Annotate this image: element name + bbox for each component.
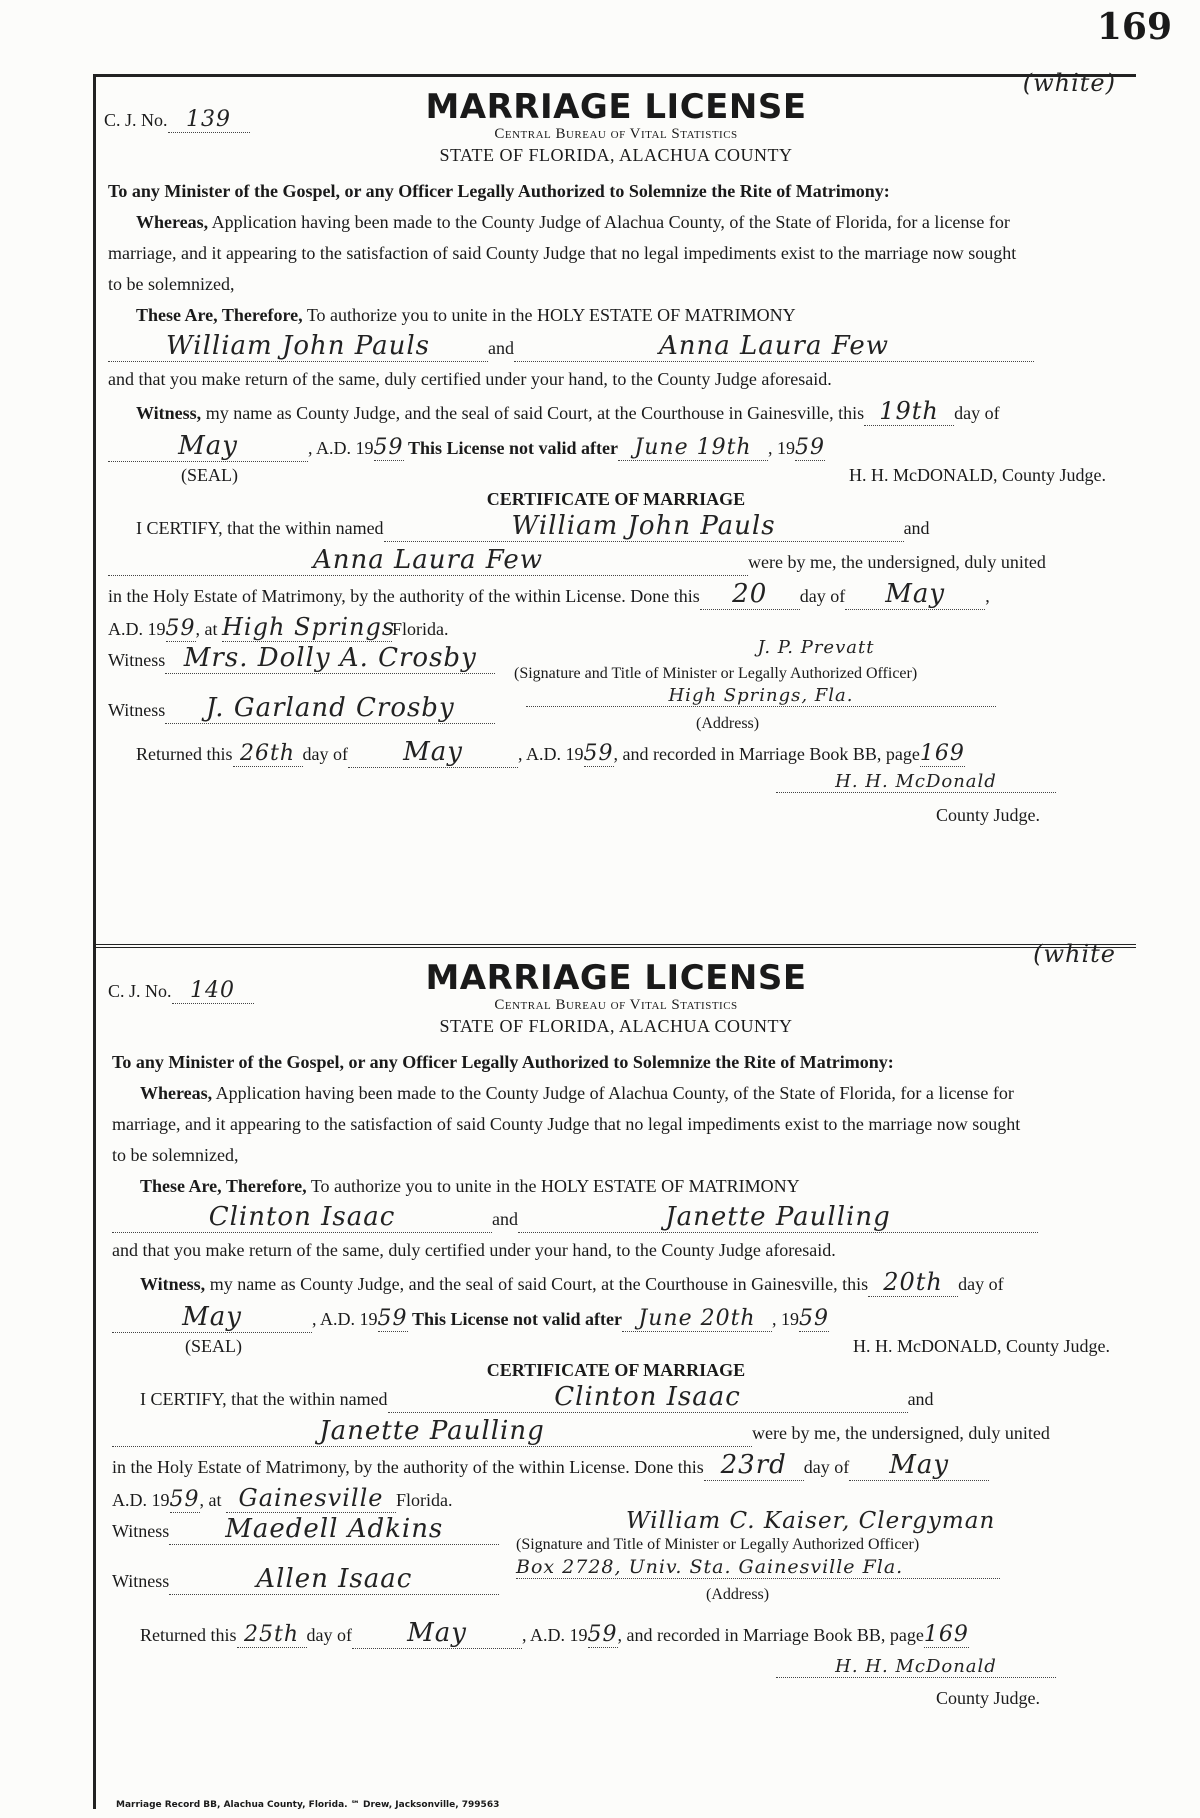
groom-name: Clinton Isaac (112, 1202, 492, 1233)
issue-year: 59 (377, 1306, 408, 1331)
whereas-line-2: marriage, and it appearing to the satisfaction of said County Judge that no legal impediments exist to the marriage now sought (108, 243, 1017, 263)
returned-day: 26th (233, 741, 303, 767)
certificate-title: CERTIFICATE OF MARRIAGE (486, 1360, 746, 1380)
return-line: and that you make return of the same, duly certified under your hand, to the County Judge aforesaid. (108, 369, 832, 389)
returned-line: Returned this 26th day of May , A.D. 1959, and recorded in Marriage Book BB, page169 (136, 737, 965, 767)
issue-day: 19th (864, 397, 954, 426)
cert-bride: Anna Laura Few (108, 545, 748, 576)
salutation: To any Minister of the Gospel, or any Officer Legally Authorized to Solemnize the Rite of Matrimony: (108, 181, 890, 201)
witness-2: J. Garland Crosby (165, 693, 495, 724)
county-judge-caption: County Judge. (936, 1688, 1041, 1708)
witness-1: Mrs. Dolly A. Crosby (165, 643, 495, 674)
witness-1-line: Witness Mrs. Dolly A. Crosby (108, 643, 495, 674)
witness-1: Maedell Adkins (169, 1514, 499, 1545)
issue-month: May (112, 1302, 312, 1333)
whereas-line-1: Whereas, Application having been made to the County Judge of Alachua County, of the State of Florida, for a license for (136, 212, 1010, 232)
cj-label: C. J. No. (104, 110, 168, 130)
done-line: in the Holy Estate of Matrimony, by the authority of the within License. Done this 23rd day of May (112, 1450, 989, 1481)
whereas-line-3: to be solemnized, (108, 274, 235, 294)
bureau-name: Central Bureau of Vital Statistics (494, 126, 738, 142)
county-judge-caption: County Judge. (936, 805, 1041, 825)
signature-caption: (Signature and Title of Minister or Legally Authorized Officer) (516, 1536, 920, 1553)
seal-label: (SEAL) (181, 465, 238, 485)
expiry-date: June 20th (622, 1306, 772, 1332)
expiry-date: June 19th (618, 435, 768, 461)
race-annotation: (white) (1022, 69, 1116, 97)
done-day: 23rd (704, 1450, 804, 1481)
bride-name: Anna Laura Few (514, 331, 1034, 362)
cj-label: C. J. No. (108, 981, 172, 1001)
done-year: 59 (165, 616, 196, 641)
address-caption: (Address) (696, 715, 760, 732)
whereas-line-2: marriage, and it appearing to the satisfaction of said County Judge that no legal impediments exist to the marriage now sought (112, 1114, 1021, 1134)
place-line: A.D. 1959, at Gainesville Florida. (112, 1484, 453, 1512)
race-annotation: (white (1033, 940, 1116, 968)
witness-seal-line: Witness, my name as County Judge, and the seal of said Court, at the Courthouse in Gainesville, this 20th day of (140, 1268, 1004, 1296)
whereas-line-3: to be solemnized, (112, 1145, 239, 1165)
issue-year: 59 (373, 435, 404, 460)
issue-day: 20th (868, 1268, 958, 1297)
issuing-judge: H. H. McDONALD, County Judge. (853, 1336, 1110, 1356)
issuing-judge: H. H. McDONALD, County Judge. (849, 465, 1106, 485)
license-title: MARRIAGE LICENSE (425, 87, 807, 127)
groom-name: William John Pauls (108, 331, 488, 362)
witness-1-line: Witness Maedell Adkins (112, 1514, 499, 1545)
witness-2-line: Witness Allen Isaac (112, 1564, 499, 1595)
done-month: May (845, 579, 985, 610)
done-day: 20 (700, 579, 800, 610)
whereas-line-1: Whereas, Application having been made to the County Judge of Alachua County, of the State of Florida, for a license for (140, 1083, 1014, 1103)
bureau-name: Central Bureau of Vital Statistics (494, 997, 738, 1013)
officiant-signature: William C. Kaiser, Clergyman (626, 1508, 996, 1534)
parties-line: Clinton Isaac and Janette Paulling (112, 1202, 1038, 1233)
officiant-address: Box 2728, Univ. Sta. Gainesville Fla. (516, 1556, 1000, 1579)
cj-number: 140 (172, 978, 254, 1004)
done-year: 59 (169, 1487, 200, 1512)
certificate-title: CERTIFICATE OF MARRIAGE (486, 489, 746, 509)
salutation: To any Minister of the Gospel, or any Officer Legally Authorized to Solemnize the Rite of Matrimony: (112, 1052, 894, 1072)
license-title: MARRIAGE LICENSE (425, 958, 807, 998)
done-line: in the Holy Estate of Matrimony, by the authority of the within License. Done this 20 day of May , (108, 579, 990, 609)
state-county: STATE OF FLORIDA, ALACHUA COUNTY (439, 145, 793, 165)
returned-month: May (352, 1618, 522, 1649)
seal-label: (SEAL) (185, 1336, 242, 1356)
returned-year: 59 (587, 1622, 618, 1647)
expiry-year: 59 (799, 1306, 830, 1331)
record-page: 169 (919, 741, 965, 766)
returned-day: 25th (237, 1622, 307, 1648)
ceremony-place: Gainesville (226, 1484, 396, 1513)
certify-line: I CERTIFY, that the within named Clinton Isaac and (140, 1382, 934, 1412)
officiant-signature: J. P. Prevatt (757, 637, 875, 658)
state-county: STATE OF FLORIDA, ALACHUA COUNTY (439, 1016, 793, 1036)
signature-caption: (Signature and Title of Minister or Legally Authorized Officer) (514, 665, 918, 682)
cert-bride: Janette Paulling (112, 1416, 752, 1447)
united-line: Janette Paulling were by me, the undersigned, duly united (112, 1416, 1050, 1447)
judge-signature: H. H. McDonald (776, 771, 1056, 793)
issue-date-line: May , A.D. 1959 This License not valid after June 20th , 1959 (112, 1302, 829, 1333)
returned-month: May (348, 737, 518, 768)
issue-month: May (108, 431, 308, 462)
done-month: May (849, 1450, 989, 1481)
print-footer: Marriage Record BB, Alachua County, Florida. ℠ Drew, Jacksonville, 799563 (116, 1800, 500, 1810)
bride-name: Janette Paulling (518, 1202, 1038, 1233)
certify-line: I CERTIFY, that the within named William John Pauls and (136, 511, 930, 541)
page-number: 169 (1096, 6, 1172, 48)
address-caption: (Address) (706, 1586, 770, 1603)
cert-groom: William John Pauls (384, 511, 904, 542)
returned-year: 59 (583, 741, 614, 766)
record-page: 169 (923, 1622, 969, 1647)
parties-line: William John Pauls and Anna Laura Few (108, 331, 1034, 362)
united-line: Anna Laura Few were by me, the undersigned, duly united (108, 545, 1046, 576)
judge-signature: H. H. McDonald (776, 1656, 1056, 1678)
cj-number: 139 (168, 107, 250, 133)
officiant-address: High Springs, Fla. (526, 685, 996, 707)
issue-date-line: May , A.D. 1959 This License not valid after June 19th , 1959 (108, 431, 825, 462)
ceremony-place: High Springs (222, 613, 396, 641)
witness-2: Allen Isaac (169, 1564, 499, 1595)
marriage-license-139 (96, 69, 1136, 943)
witness-seal-line: Witness, my name as County Judge, and the seal of said Court, at the Courthouse in Gainesville, this 19th day of (136, 397, 1000, 425)
these-are-line: These Are, Therefore, To authorize you to unite in the HOLY ESTATE OF MATRIMONY (136, 305, 796, 325)
these-are-line: These Are, Therefore, To authorize you to unite in the HOLY ESTATE OF MATRIMONY (140, 1176, 800, 1196)
returned-line: Returned this 25th day of May , A.D. 1959, and recorded in Marriage Book BB, page169 (140, 1618, 969, 1648)
marriage-license-140 (96, 940, 1136, 1816)
place-line: A.D. 1959, at High SpringsFlorida. (108, 613, 449, 641)
return-line: and that you make return of the same, duly certified under your hand, to the County Judge aforesaid. (112, 1240, 836, 1260)
expiry-year: 59 (795, 435, 826, 460)
cert-groom: Clinton Isaac (388, 1382, 908, 1413)
witness-2-line: Witness J. Garland Crosby (108, 693, 495, 724)
